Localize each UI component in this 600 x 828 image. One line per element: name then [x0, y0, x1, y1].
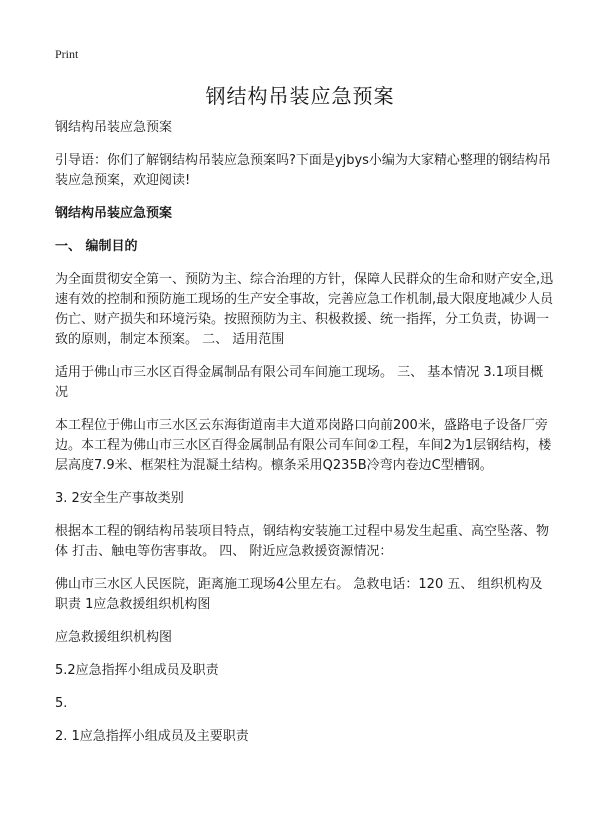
paragraph-accident-types-heading: 3. 2安全生产事故类别 — [55, 491, 184, 506]
paragraph-org-chart: 应急救援组织机构图 — [55, 630, 173, 645]
paragraph-command-members: 2. 1应急指挥小组成员及主要职责 — [55, 729, 249, 744]
paragraph-five: 5. — [55, 696, 68, 711]
paragraph-accident-types: 根据本工程的钢结构吊装项目特点，钢结构安装施工过程中易发生起重、高空坠落、物体 打击、触电等伤害事故。 四、 附近应急救援资源情况： — [55, 524, 550, 559]
print-label: Print — [55, 47, 79, 61]
paragraph-overview: 本工程位于佛山市三水区云东海街道南丰大道邓岗路口向前200米，盛路电子设备厂旁边。本工程为佛山市三水区百得金属制品有限公司车间②工程，车间2为1层钢结构，楼层高度7.9米、框架柱为混凝土结构。檩条采用Q235B冷弯内卷边C型槽钢。 — [55, 418, 552, 473]
paragraph-scope: 适用于佛山市三水区百得金属制品有限公司车间施工现场。 三、 基本情况 3.1项目概况 — [55, 365, 544, 400]
section-1-title: 一、 编制目的 — [55, 239, 138, 254]
paragraph-purpose: 为全面贯彻安全第一、预防为主、综合治理的方针，保障人民群众的生命和财产安全,迅速有效的控制和预防施工现场的生产安全事故，完善应急工作机制,最大限度地减少人员伤亡、财产损失和环境污染。按照预防为主、积极救援、统一指挥，分工负责，协调一致的原则，制定本预案。 二、 适用范围 — [55, 272, 554, 347]
paragraph-command-group: 5.2应急指挥小组成员及职责 — [55, 663, 219, 678]
document-subtitle: 钢结构吊装应急预案 — [55, 120, 173, 135]
paragraph-resources: 佛山市三水区人民医院，距离施工现场4公里左右。 急救电话：120 五、 组织机构及职责 1应急救援组织机构图 — [55, 577, 543, 612]
intro-paragraph: 引导语：你们了解钢结构吊装应急预案吗?下面是yjbys小编为大家精心整理的钢结构吊装应急预案，欢迎阅读! — [55, 153, 551, 188]
section-heading: 钢结构吊装应急预案 — [55, 206, 173, 221]
document-body — [55, 118, 555, 760]
document-title: 钢结构吊装应急预案 — [205, 84, 395, 108]
